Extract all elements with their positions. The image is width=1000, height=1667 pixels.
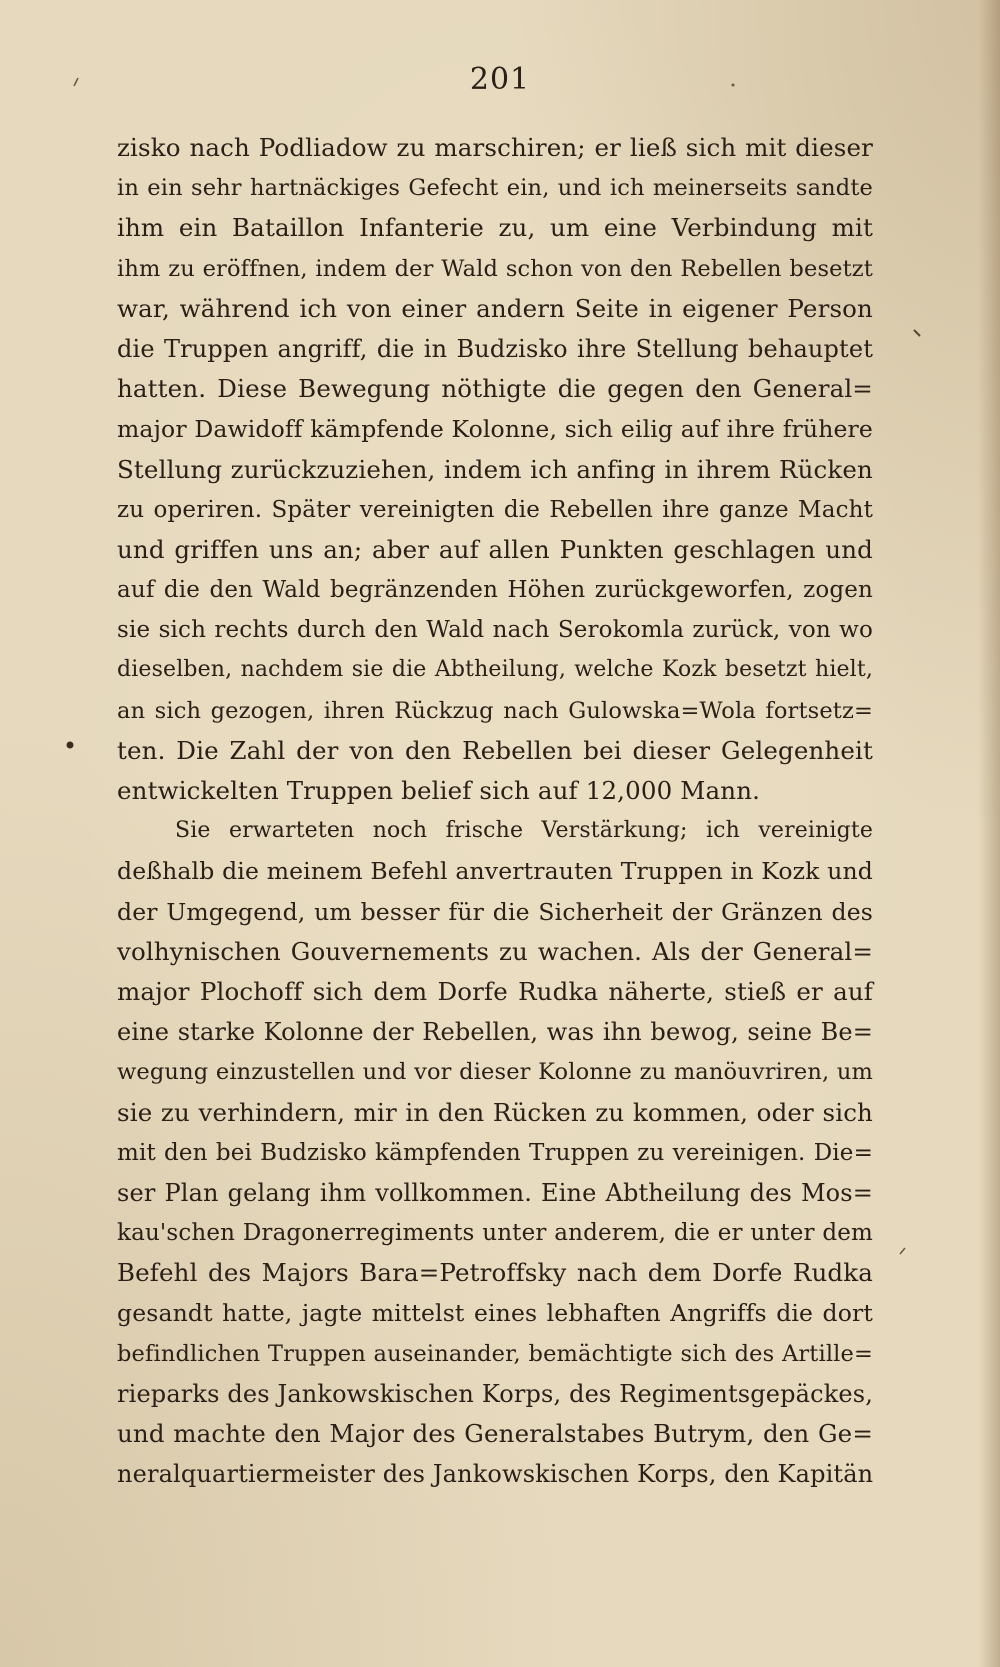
- text-line: dieselben, nachdem sie die Abtheilung, welche Kozk besetzt hielt,: [117, 657, 873, 683]
- text-line: ihm ein Bataillon Infanterie zu, um eine Verbindung mit: [117, 213, 873, 243]
- page-number: 201: [469, 62, 531, 97]
- paper-speck: [67, 742, 74, 749]
- text-line-paragraph-end: entwickelten Truppen belief sich auf 12,000 Mann.: [117, 776, 761, 805]
- text-line: ten. Die Zahl der von den Rebellen bei dieser Gelegenheit: [117, 735, 873, 765]
- text-line: zisko nach Podliadow zu marschiren; er ließ sich mit dieser: [117, 133, 873, 162]
- text-line: neralquartiermeister des Jankowskischen Korps, den Kapitän: [117, 1460, 874, 1489]
- text-line: volhynischen Gouvernements zu wachen. Als der General=: [117, 936, 873, 966]
- text-line: die Truppen angriff, die in Budzisko ihre Stellung behauptet: [117, 334, 873, 363]
- text-line: eine starke Kolonne der Rebellen, was ihn bewog, seine Be=: [117, 1018, 873, 1047]
- text-line: war, während ich von einer andern Seite in eigener Person: [117, 293, 873, 323]
- text-line: kau'schen Dragonerregiments unter anderem, die er unter dem: [117, 1220, 873, 1247]
- text-line: der Umgegend, um besser für die Sicherheit der Gränzen des: [117, 897, 873, 926]
- text-line: mit den bei Budzisko kämpfenden Truppen zu vereinigen. Die=: [117, 1139, 873, 1166]
- text-line: ser Plan gelang ihm vollkommen. Eine Abtheilung des Mos=: [117, 1178, 873, 1207]
- text-line: befindlichen Truppen auseinander, bemächtigte sich des Artille=: [117, 1340, 873, 1367]
- text-line-paragraph-start: Sie erwarteten noch frische Verstärkung; ich vereinigte: [175, 818, 873, 844]
- text-line: gesandt hatte, jagte mittelst eines lebhaften Angriffs die dort: [117, 1299, 873, 1328]
- body-text: [117, 128, 873, 1494]
- text-line: auf die den Wald begränzenden Höhen zurückgeworfen, zogen: [117, 577, 873, 604]
- text-line: hatten. Diese Bewegung nöthigte die gegen den General=: [117, 374, 873, 404]
- paper-speck: [900, 1248, 905, 1254]
- text-line: major Dawidoff kämpfende Kolonne, sich eilig auf ihre frühere: [117, 415, 873, 444]
- page-edge-shadow: [978, 0, 1000, 1667]
- text-line: major Plochoff sich dem Dorfe Rudka näherte, stieß er auf: [117, 976, 873, 1006]
- text-line: und griffen uns an; aber auf allen Punkten geschlagen und: [117, 534, 873, 564]
- text-line: Stellung zurückzuziehen, indem ich anfing in ihrem Rücken: [117, 454, 873, 484]
- text-line: an sich gezogen, ihren Rückzug nach Gulowska=Wola fortsetz=: [117, 697, 873, 724]
- text-line: in ein sehr hartnäckiges Gefecht ein, und ich meinerseits sandte: [117, 175, 873, 202]
- text-line: und machte den Major des Generalstabes Butrym, den Ge=: [117, 1419, 873, 1448]
- text-line: deßhalb die meinem Befehl anvertrauten Truppen in Kozk und: [117, 857, 873, 886]
- text-line: Befehl des Majors Bara=Petroffsky nach dem Dorfe Rudka: [117, 1258, 873, 1288]
- text-line: ihm zu eröffnen, indem der Wald schon von den Rebellen besetzt: [117, 255, 873, 282]
- paper-speck: [914, 330, 920, 336]
- text-line: zu operiren. Später vereinigten die Rebellen ihre ganze Macht: [117, 496, 873, 523]
- text-line: sie sich rechts durch den Wald nach Serokomla zurück, von wo: [117, 617, 873, 644]
- text-line: rieparks des Jankowskischen Korps, des Regimentsgepäckes,: [117, 1379, 873, 1408]
- text-line: wegung einzustellen und vor dieser Kolonne zu manöuvriren, um: [117, 1059, 873, 1086]
- text-line: sie zu verhindern, mir in den Rücken zu kommen, oder sich: [117, 1097, 873, 1127]
